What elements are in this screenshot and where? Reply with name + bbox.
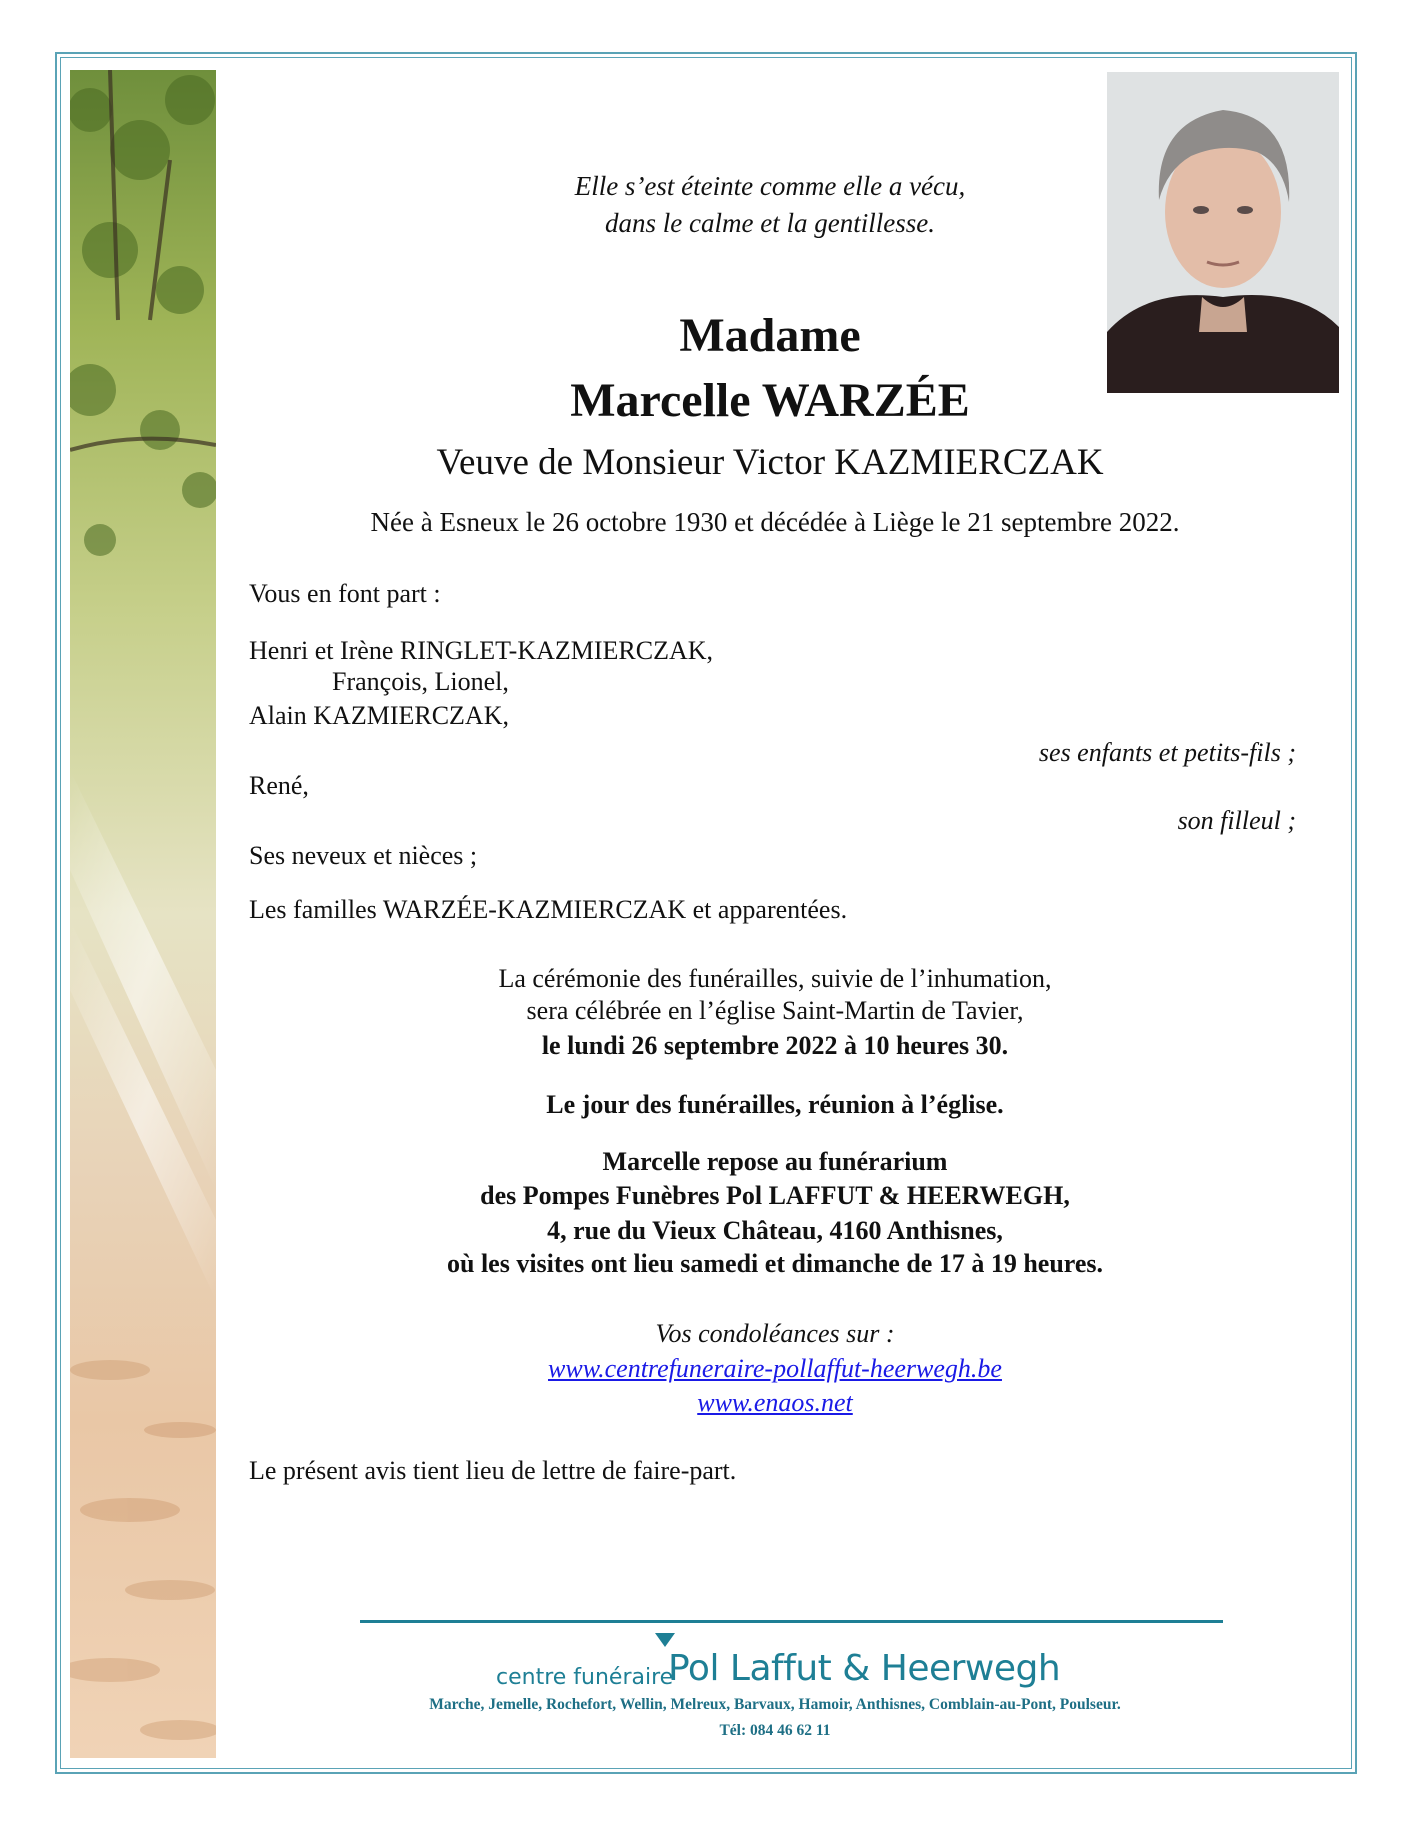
logo-triangle-icon [655,1633,675,1647]
condolences-link-1-row [250,1351,1300,1386]
birth-death-dates: Née à Esneux le 26 octobre 1930 et décédée à Liège le 21 septembre 2022. [370,507,1180,537]
family-role-2: son filleul ; [1177,806,1296,835]
family-line-5: Ses neveux et nièces ; [249,841,478,870]
family-line-4: René, [249,771,309,800]
quote-line-2: dans le calme et la gentillesse. [605,208,935,238]
condolences-link-2-row [250,1385,1300,1420]
rest-line-3: 4, rue du Vieux Château, 4160 Anthisnes, [547,1216,1003,1245]
family-role-1: ses enfants et petits-fils ; [1038,738,1296,767]
logo-rule [360,1620,1223,1623]
forest-path-image [70,70,216,1758]
family-line-3: Alain KAZMIERCZAK, [249,701,509,730]
deceased-title: Madame [679,309,861,362]
logo-company-name: Pol Laffut & Heerwegh [668,1648,1061,1689]
rest-line-1: Marcelle repose au funérarium [602,1147,948,1176]
ceremony-line-2: sera célébrée en l’église Saint-Martin de Tavier, [526,996,1024,1025]
notice-text: Le présent avis tient lieu de lettre de faire-part. [249,1456,737,1485]
family-intro: Vous en font part : [249,579,441,608]
ceremony-meeting: Le jour des funérailles, réunion à l’église. [546,1090,1004,1119]
logo-towns: Marche, Jemelle, Rochefort, Wellin, Melreux, Barvaux, Hamoir, Anthisnes, Comblain-au-Pont, Poulseur. [429,1696,1121,1713]
logo-phone: Tél: 084 46 62 11 [719,1722,831,1739]
quote-line-1: Elle s’est éteinte comme elle a vécu, [574,171,966,201]
condolences-label: Vos condoléances sur : [655,1319,895,1348]
logo-small-text: centre funéraire [496,1665,674,1690]
family-line-2: François, Lionel, [332,667,509,696]
family-line-6: Les familles WARZÉE-KAZMIERCZAK et apparentées. [249,895,848,924]
ceremony-date: le lundi 26 septembre 2022 à 10 heures 30. [541,1031,1009,1060]
rest-line-2: des Pompes Funèbres Pol LAFFUT & HEERWEGH, [480,1181,1070,1210]
condolences-link-1[interactable]: www.centrefuneraire-pollaffut-heerwegh.be [548,1354,1002,1383]
spouse-line: Veuve de Monsieur Victor KAZMIERCZAK [436,442,1104,483]
rest-line-4: où les visites ont lieu samedi et dimanche de 17 à 19 heures. [446,1249,1104,1278]
family-line-1: Henri et Irène RINGLET-KAZMIERCZAK, [249,636,714,665]
deceased-name: Marcelle WARZÉE [570,374,970,427]
condolences-link-2[interactable]: www.enaos.net [697,1388,853,1417]
ceremony-line-1: La cérémonie des funérailles, suivie de l’inhumation, [498,964,1052,993]
